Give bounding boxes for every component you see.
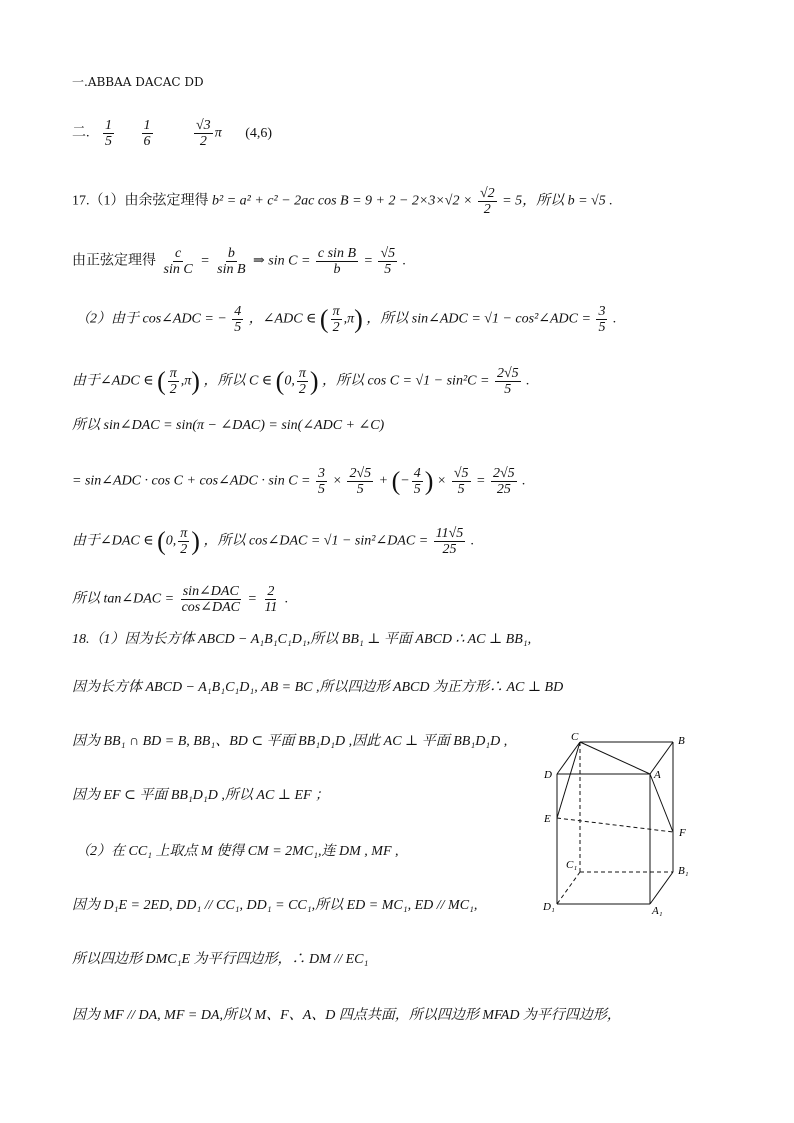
- q17-line-5: 所以 sin∠DAC = sin(π − ∠DAC) = sin(∠ADC + ∠C): [72, 418, 385, 433]
- label-B1: B₁: [678, 865, 689, 877]
- answer-13: $\frac{1}{5}$: [105, 118, 112, 149]
- segment-EF: [557, 818, 673, 832]
- segment-CA: [580, 742, 650, 774]
- q17-line-3: （2）由于 cos∠ADC = − $\frac{4}{5}$ ，∠ADC ∈ ( $\frac{\pi}{2}$ ,π) ，所以 sin∠ADC = √1 − cos²∠ADC = $\frac{3}{5}$ .: [76, 304, 617, 335]
- q17-line-2: 由正弦定理得 $\frac{c}{\text{sin C}}$ = $\frac{b}{\text{sin B}}$ ⇒ sin C = $\frac{\text{c sin B}}{b}$ = $\frac{√5}{5}$ .: [72, 246, 407, 277]
- q17-line-6: = sin∠ADC · cos C + cos∠ADC · sin C = $\frac{3}{5}$ × $\frac{2√5}{5}$ + (− $\frac{4}{5}$ ) × $\frac{√5}{5}$ = $\frac{2√5}{25}$ .: [72, 466, 526, 497]
- section2-answers: 二. $\frac{1}{5}$ $\frac{1}{6}$ $\frac{√3}{2}$ π (4,6): [72, 118, 273, 149]
- q18-line-1: 18.（1）因为长方体 ABCD − A₁B₁C₁D₁,所以 BB₁ ⊥ 平面 ABCD ∴ AC ⊥ BB₁,: [72, 632, 532, 647]
- section1-answers: 一.ABBAA DACAC DD: [72, 75, 204, 89]
- segment-AF: [650, 774, 673, 832]
- label-C1: C₁: [566, 859, 578, 871]
- section2-label: 二.: [72, 125, 90, 141]
- label-D1: D₁: [543, 901, 555, 913]
- answer-14: $\frac{1}{6}$: [143, 118, 151, 149]
- q17-line-8: 所以 tan∠DAC = $\frac{\text{sin∠DAC}}{\text{cos∠DAC}}$ = $\frac{2}{11}$ .: [72, 584, 289, 615]
- q18-line-3: 因为 BB₁ ∩ BD = B, BB₁、BD ⊂ 平面 BB₁D₁D ,因此 AC ⊥ 平面 BB₁D₁D ,: [72, 734, 508, 749]
- label-D: D: [544, 769, 552, 781]
- label-E: E: [544, 813, 551, 825]
- edge-C1D1: [557, 872, 580, 904]
- q18-line-6: 因为 D₁E = 2ED, DD₁ // CC₁, DD₁ = CC₁,所以 ED = MC₁, ED // MC₁,: [72, 898, 478, 913]
- cuboid-figure: [530, 728, 700, 918]
- q17-line-1: 17.（1）由余弦定理得 b² = a² + c² − 2ac cos B = 9 + 2 − 2×3×√2 × $\frac{√2}{2}$ = 5，所以 b = √5 .: [72, 186, 613, 217]
- q18-line-8: 因为 MF // DA, MF = DA,所以 M、F、A、D 四点共面，所以四边形 MFAD 为平行四边形，: [72, 1008, 621, 1023]
- q18-line-7: 所以四边形 DMC₁E 为平行四边形，∴ DM // EC₁: [72, 952, 369, 967]
- label-B: B: [678, 735, 685, 747]
- q18-line-5: （2）在 CC₁ 上取点 M 使得 CM = 2MC₁,连 DM , MF ,: [76, 844, 399, 859]
- segment-EC: [557, 742, 580, 818]
- answer-16: (4,6): [245, 125, 273, 141]
- answer-15: $\frac{√3}{2}$: [196, 118, 211, 149]
- q17-line-4: 由于∠ADC ∈ ( $\frac{\pi}{2}$ ,π) ，所以 C ∈ (0, $\frac{\pi}{2}$ ) ，所以 cos C = √1 − sin²C = $\frac{2√5}{5}$ .: [72, 366, 530, 397]
- edge-A1B1: [650, 872, 673, 904]
- q18-line-2: 因为长方体 ABCD − A₁B₁C₁D₁, AB = BC ,所以四边形 ABCD 为正方形∴ AC ⊥ BD: [72, 680, 564, 695]
- q18-line-4: 因为 EF ⊂ 平面 BB₁D₁D ,所以 AC ⊥ EF ；: [72, 788, 330, 803]
- label-A: A: [654, 769, 661, 781]
- label-F: F: [679, 827, 686, 839]
- label-C: C: [571, 731, 579, 743]
- q17-line-7: 由于∠DAC ∈ (0, $\frac{\pi}{2}$ ) ，所以 cos∠DAC = √1 − sin²∠DAC = $\frac{11√5}{25}$ .: [72, 526, 475, 557]
- edge-DC: [557, 742, 580, 774]
- label-A1: A₁: [652, 905, 663, 917]
